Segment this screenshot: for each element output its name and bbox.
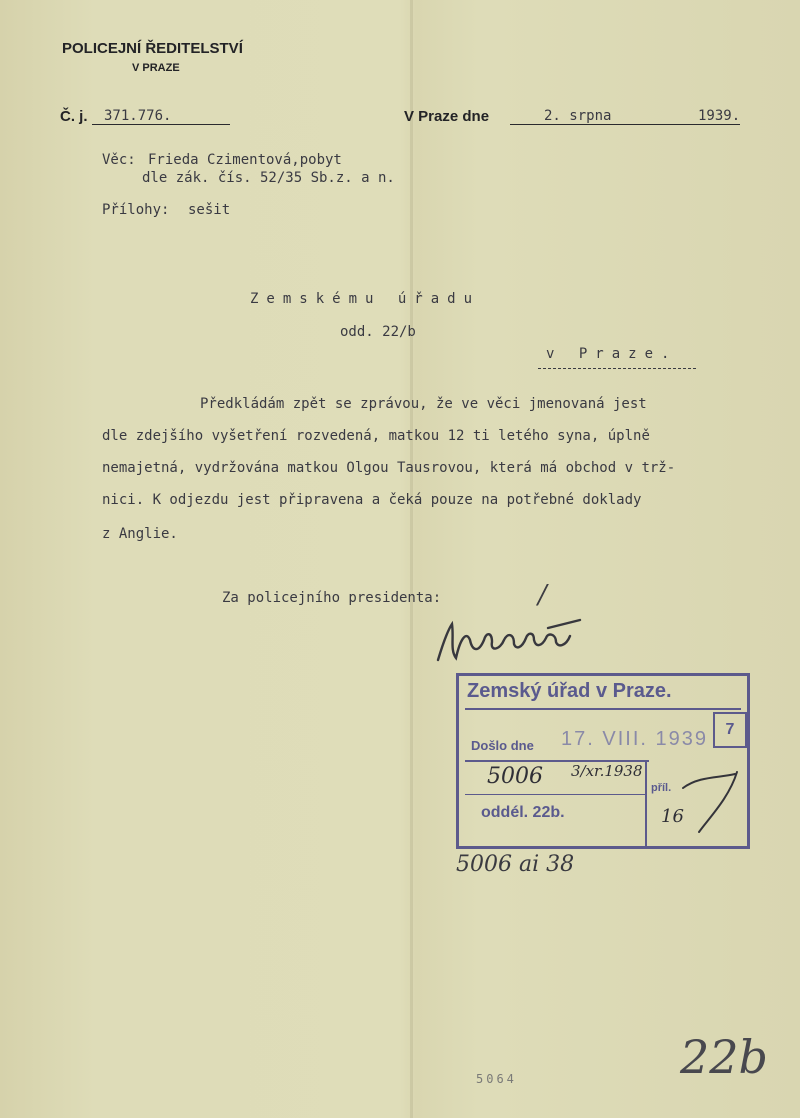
ref-label: Č. j. [60, 108, 88, 125]
stamp-ref-hand: 5006 [487, 764, 543, 789]
paper-fold [410, 0, 413, 1118]
date-day-month: 2. srpna [544, 108, 612, 124]
page-number: 5064 [476, 1072, 517, 1086]
addressee-line2: odd. 22/b [340, 324, 416, 340]
attachments-value: sešit [188, 202, 231, 218]
stamp-hand-stroke [679, 768, 749, 838]
stamp-divider-top [465, 708, 741, 710]
slash-mark: / [538, 580, 547, 610]
addressee-line1: Zemskému úřadu [250, 291, 481, 307]
subject-line1: Frieda Czimentová,pobyt [148, 152, 342, 168]
stamp-received-date: 17. VIII. 1939 [561, 728, 708, 750]
stamp-attach-label: příl. [651, 782, 672, 794]
office-city: V PRAZE [132, 62, 180, 74]
closing-text: Za policejního presidenta: [222, 590, 442, 606]
stamp-title: Zemský úřad v Praze. [467, 680, 672, 702]
registry-stamp [456, 673, 750, 849]
stamp-divider-low [465, 794, 645, 795]
addressee-underline [538, 368, 696, 369]
signature [430, 610, 590, 670]
subject-label: Věc: [102, 152, 136, 168]
date-year: 1939. [698, 108, 741, 124]
stamp-received-label: Došlo dne [471, 738, 534, 753]
subject-line2: dle zák. čís. 52/35 Sb.z. a n. [142, 170, 395, 186]
hand-note-below-stamp: 5006 ai 38 [456, 852, 575, 877]
ref-number: 371.776. [92, 108, 230, 125]
attachments-label: Přílohy: [102, 202, 170, 218]
stamp-ref-sub: 3/xr.1938 [571, 762, 643, 780]
stamp-dept: oddél. 22b. [481, 804, 565, 821]
body-line-1: Předkládám zpět se zprávou, že ve věci jmenovaná jest [200, 396, 647, 412]
place-label: V Praze dne [404, 108, 490, 125]
body-line-4: nici. K odjezdu jest připravena a čeká pouze na potřebné doklady [102, 492, 642, 508]
body-line-2: dle zdejšího vyšetření rozvedená, matkou 12 ti letého syna, úplně [102, 428, 650, 444]
stamp-attach-hand: 16 [661, 806, 684, 827]
addressee-line3: v Praze. [546, 346, 678, 362]
office-name: POLICEJNÍ ŘEDITELSTVÍ [62, 40, 243, 57]
date-line [510, 108, 740, 125]
hand-note-bottom-right: 22b [680, 1030, 768, 1084]
body-line-3: nemajetná, vydržována matkou Olgou Tausrovou, která má obchod v trž- [102, 460, 676, 476]
body-line-5: z Anglie. [102, 526, 178, 542]
stamp-divider-vert [645, 762, 647, 848]
stamp-box-number: 7 [713, 712, 747, 748]
